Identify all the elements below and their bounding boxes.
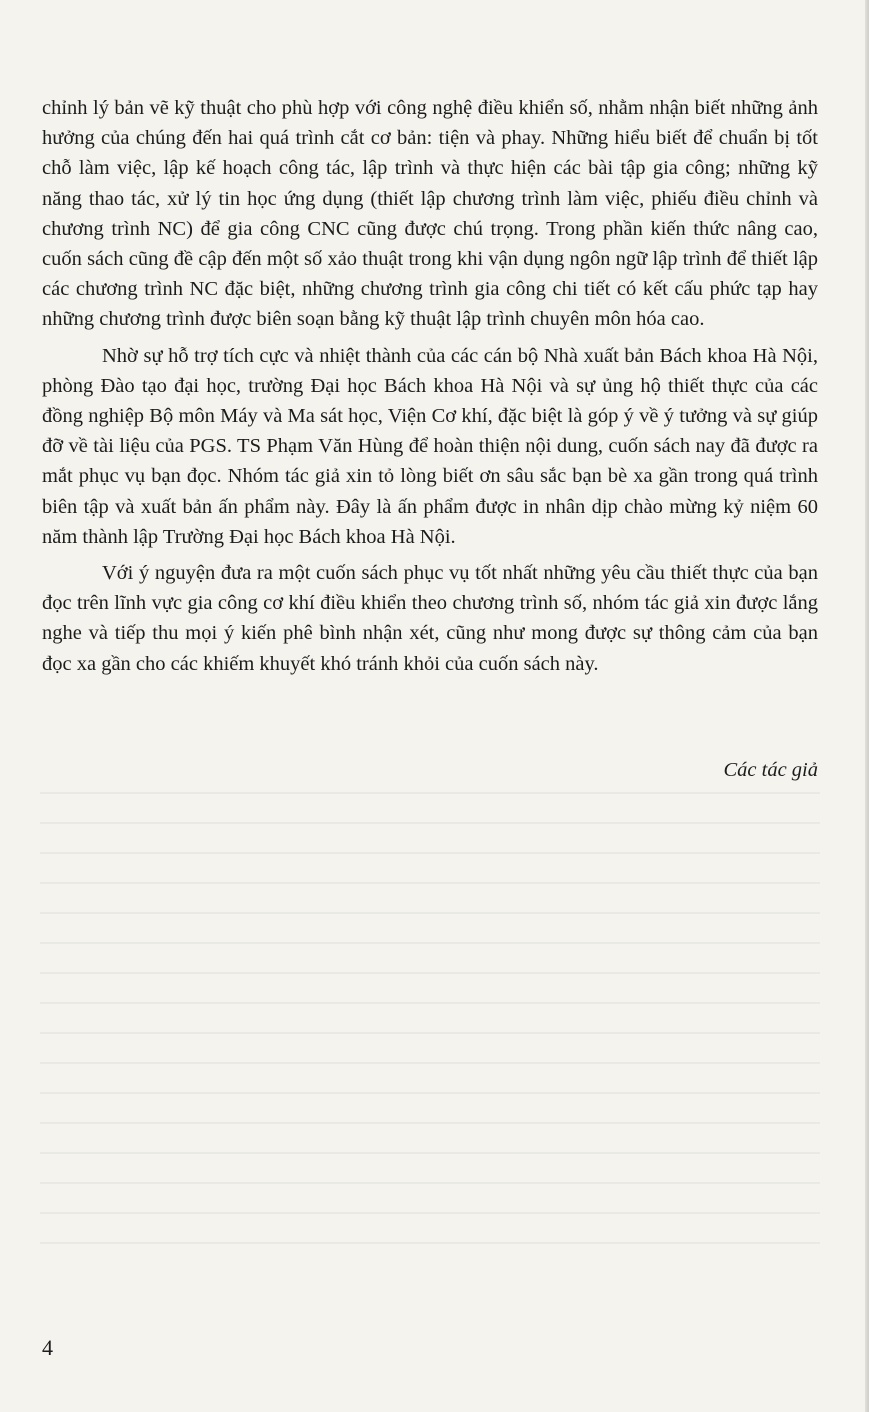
paragraph-2: Nhờ sự hỗ trợ tích cực và nhiệt thành của các cán bộ Nhà xuất bản Bách khoa Hà Nội, phòng Đào tạo đại học, trường Đại học Bách khoa Hà Nội và sự ủng hộ thiết thực của các đồng nghiệp Bộ môn Máy và Ma sát học, Viện Cơ khí, đặc biệt là góp ý về ý tưởng và sự giúp đỡ về tài liệu của PGS. TS Phạm Văn Hùng để hoàn thiện nội dung, cuốn sách nay đã được ra mắt phục vụ bạn đọc. Nhóm tác giả xin tỏ lòng biết ơn sâu sắc bạn bè xa gần trong quá trình biên tập và xuất bản ấn phẩm này. Đây là ấn phẩm được in nhân dịp chào mừng kỷ niệm 60 năm thành lập Trường Đại học Bách khoa Hà Nội. [42, 344, 818, 548]
page-number: 4 [42, 1335, 53, 1360]
signature: Các tác giả [723, 759, 818, 781]
body-text [42, 93, 818, 679]
page-edge [865, 0, 869, 1412]
paragraph-3: Với ý nguyện đưa ra một cuốn sách phục vụ tốt nhất những yêu cầu thiết thực của bạn đọc trên lĩnh vực gia công cơ khí điều khiển theo chương trình số, nhóm tác giả xin được lắng nghe và tiếp thu mọi ý kiến phê bình nhận xét, cũng như mong được sự thông cảm của bạn đọc xa gần cho các khiếm khuyết khó tránh khỏi của cuốn sách này. [42, 562, 818, 675]
show-through-background [40, 770, 820, 1270]
paragraph-1: chỉnh lý bản vẽ kỹ thuật cho phù hợp với công nghệ điều khiển số, nhằm nhận biết những ảnh hưởng của chúng đến hai quá trình cắt cơ bản: tiện và phay. Những hiểu biết để chuẩn bị tốt chỗ làm việc, lập kế hoạch công tác, lập trình và thực hiện các bài tập gia công; những kỹ năng thao tác, xử lý tin học ứng dụng (thiết lập chương trình làm việc, phiếu điều chỉnh và chương trình NC) để gia công CNC cũng được chú trọng. Trong phần kiến thức nâng cao, cuốn sách cũng đề cập đến một số xảo thuật trong khi vận dụng ngôn ngữ lập trình để thiết lập các chương trình NC đặc biệt, những chương trình gia công chi tiết có kết cấu phức tạp hay những chương trình được biên soạn bằng kỹ thuật lập trình chuyên môn hóa cao. [42, 97, 818, 331]
